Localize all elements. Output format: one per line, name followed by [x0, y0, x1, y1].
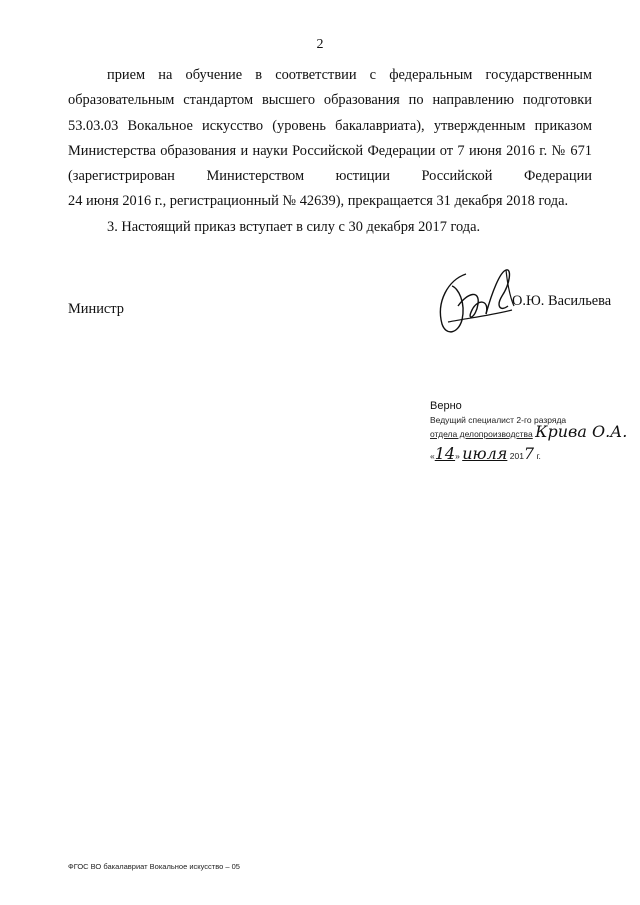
- page-number: 2: [316, 37, 324, 52]
- clause-3: 3. Настоящий приказ вступает в силу с 30 декабря 2017 года.: [107, 218, 481, 235]
- minister-name: О.Ю. Васильева: [512, 293, 612, 309]
- body-line: 53.03.03 Вокальное искусство (уровень бакалавриата), утвержденным приказом: [68, 117, 592, 134]
- body-line: прием на обучение в соответствии с федеральным государственным: [107, 67, 592, 83]
- minister-position: Министр: [68, 301, 124, 317]
- certification-department: [430, 422, 630, 441]
- order-body-text: [68, 63, 592, 240]
- certifier-handwritten-name: Крива О.А.: [535, 422, 628, 441]
- body-line: 24 июня 2016 г., регистрационный № 42639), прекращается 31 декабря 2018 года.: [68, 193, 569, 210]
- document-footer: ФГОС ВО бакалавриат Вокальное искусство – 05: [68, 862, 240, 871]
- body-line: Министерства образования и науки Российской Федерации от 7 июня 2016 г. № 671: [68, 142, 592, 159]
- certification-date: «14» июля 2017 г.: [430, 444, 541, 463]
- certification-date-day: 14: [434, 444, 456, 463]
- certification-role: Ведущий специалист 2-го разряда: [430, 415, 567, 425]
- body-line: образовательным стандартом высшего образования по направлению подготовки: [68, 92, 592, 109]
- certification-date-suffix: г.: [536, 451, 541, 461]
- certification-date-year-prefix: 201: [509, 451, 524, 461]
- certification-date-month: июля: [462, 444, 508, 463]
- certification-date-year-hand: 7: [523, 444, 535, 463]
- body-line: (зарегистрирован Министерством юстиции Российской Федерации: [68, 168, 592, 185]
- certification-stamp: [430, 400, 630, 463]
- certification-department-label: отдела делопроизводства: [430, 429, 533, 439]
- certification-title: Верно: [430, 400, 462, 412]
